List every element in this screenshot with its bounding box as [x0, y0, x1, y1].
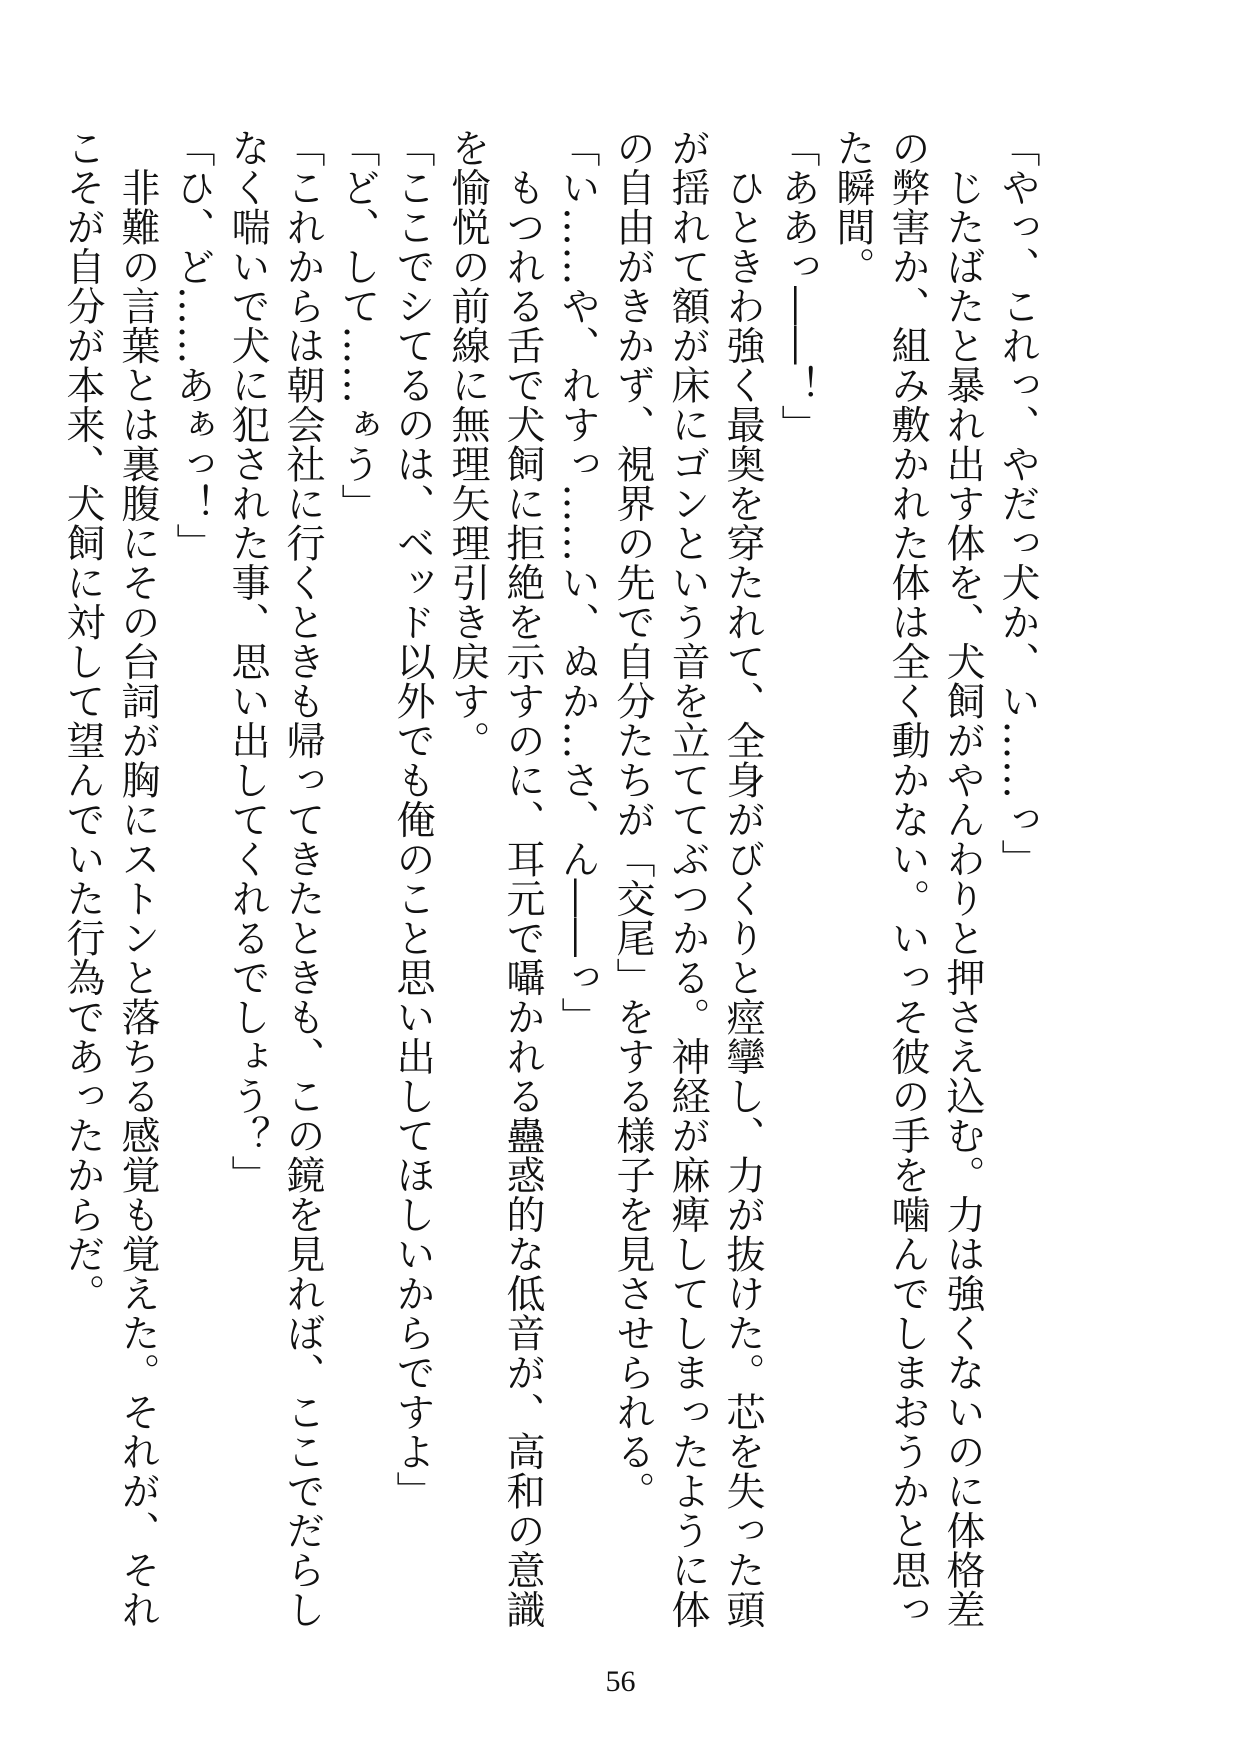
text-line: こそが自分が本来、犬飼に対して望んでいた行為であったからだ。 — [60, 128, 105, 1313]
text-line: ひときわ強く最奥を穿たれて、全身がびくりと痙攣し、力が抜けた。芯を失った頭 — [720, 128, 765, 1629]
text-line: の弊害か、組み敷かれた体は全く動かない。いっそ彼の手を噛んでしまおうかと思っ — [885, 128, 930, 1629]
text-line: 「ああっ――！」 — [775, 128, 820, 444]
text-line: なく喘いで犬に犯された事、思い出してくれるでしょう？」 — [225, 128, 270, 1195]
page-number: 56 — [605, 1665, 636, 1698]
text-line: 「ここでシてるのは、ベッド以外でも俺のこと思い出してほしいからですよ」 — [390, 128, 435, 1511]
text-line: じたばたと暴れ出す体を、犬飼がやんわりと押さえ込む。力は強くないのに体格差 — [940, 128, 985, 1629]
text-line: 「やっ、これっ、やだっ犬か、い……っ」 — [995, 128, 1040, 879]
text-line: 「ど、して……ぁう」 — [335, 128, 380, 523]
text-line: 「ひ、ど……あぁっ！」 — [170, 128, 215, 563]
text-line: た瞬間。 — [830, 128, 875, 286]
text-line: もつれる舌で犬飼に拒絶を示すのに、耳元で囁かれる蠱惑的な低音が、高和の意識 — [500, 128, 545, 1629]
text-line: の自由がきかず、視界の先で自分たちが「交尾」をする様子を見させられる。 — [610, 128, 655, 1511]
body-text — [60, 128, 1045, 1633]
text-line: が揺れて額が床にゴンという音を立ててぶつかる。神経が麻痺してしまったように体 — [665, 128, 710, 1629]
text-line: 「これからは朝会社に行くときも帰ってきたときも、この鏡を見れば、ここでだらし — [280, 128, 325, 1629]
text-line: を愉悦の前線に無理矢理引き戻す。 — [445, 128, 490, 760]
text-line: 「い……や、れすっ……い、ぬか…さ、ん――っ」 — [555, 128, 600, 1037]
text-line: 非難の言葉とは裏腹にその台詞が胸にストンと落ちる感覚も覚えた。それが、それ — [115, 128, 160, 1629]
